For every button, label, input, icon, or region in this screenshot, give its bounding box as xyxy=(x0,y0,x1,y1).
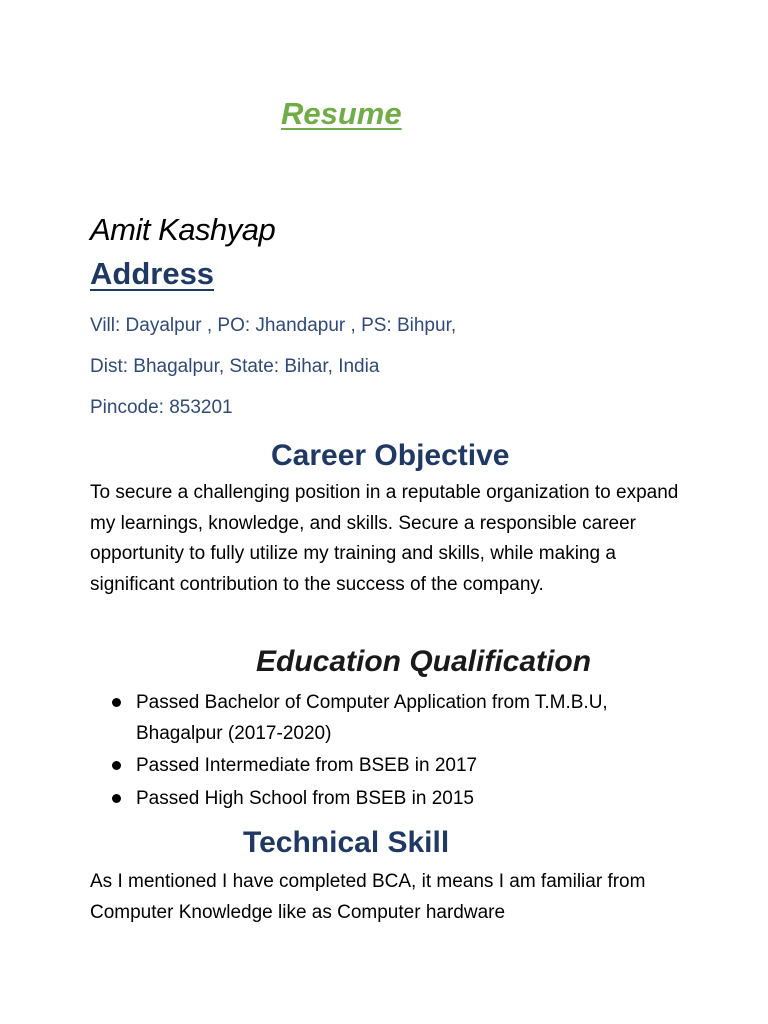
career-objective-heading: Career Objective xyxy=(271,439,510,472)
technical-skill-text: As I mentioned I have completed BCA, it means I am familiar from Computer Knowledge like as Computer hardware xyxy=(90,871,646,923)
career-objective-text: To secure a challenging position in a reputable organization to expand my learnings, knowledge, and skills. Secure a responsible career opportunity to fully utilize my training and skills, while making a significant contribution to the success of the company. xyxy=(90,482,679,595)
list-item xyxy=(90,751,690,782)
address-line: Dist: Bhagalpur, State: Bihar, India xyxy=(90,356,380,377)
person-name: Amit Kashyap xyxy=(90,212,276,247)
list-item xyxy=(90,784,690,815)
bullet-icon xyxy=(112,794,121,803)
bullet-icon xyxy=(112,761,121,770)
bullet-icon xyxy=(112,698,121,707)
address-line: Vill: Dayalpur , PO: Jhandapur , PS: Bihpur, xyxy=(90,315,457,336)
education-heading: Education Qualification xyxy=(256,645,592,678)
technical-skill-heading: Technical Skill xyxy=(243,826,450,859)
document-title: Resume xyxy=(281,96,402,131)
list-item xyxy=(90,688,690,749)
education-list xyxy=(90,688,690,816)
education-item-text: Passed Intermediate from BSEB in 2017 xyxy=(136,755,478,776)
pincode-line: Pincode: 853201 xyxy=(90,397,233,418)
education-item-text: Passed Bachelor of Computer Application from T.M.B.U, Bhagalpur (2017-2020) xyxy=(136,692,608,744)
address-heading: Address xyxy=(90,256,215,291)
education-item-text: Passed High School from BSEB in 2015 xyxy=(136,787,474,809)
